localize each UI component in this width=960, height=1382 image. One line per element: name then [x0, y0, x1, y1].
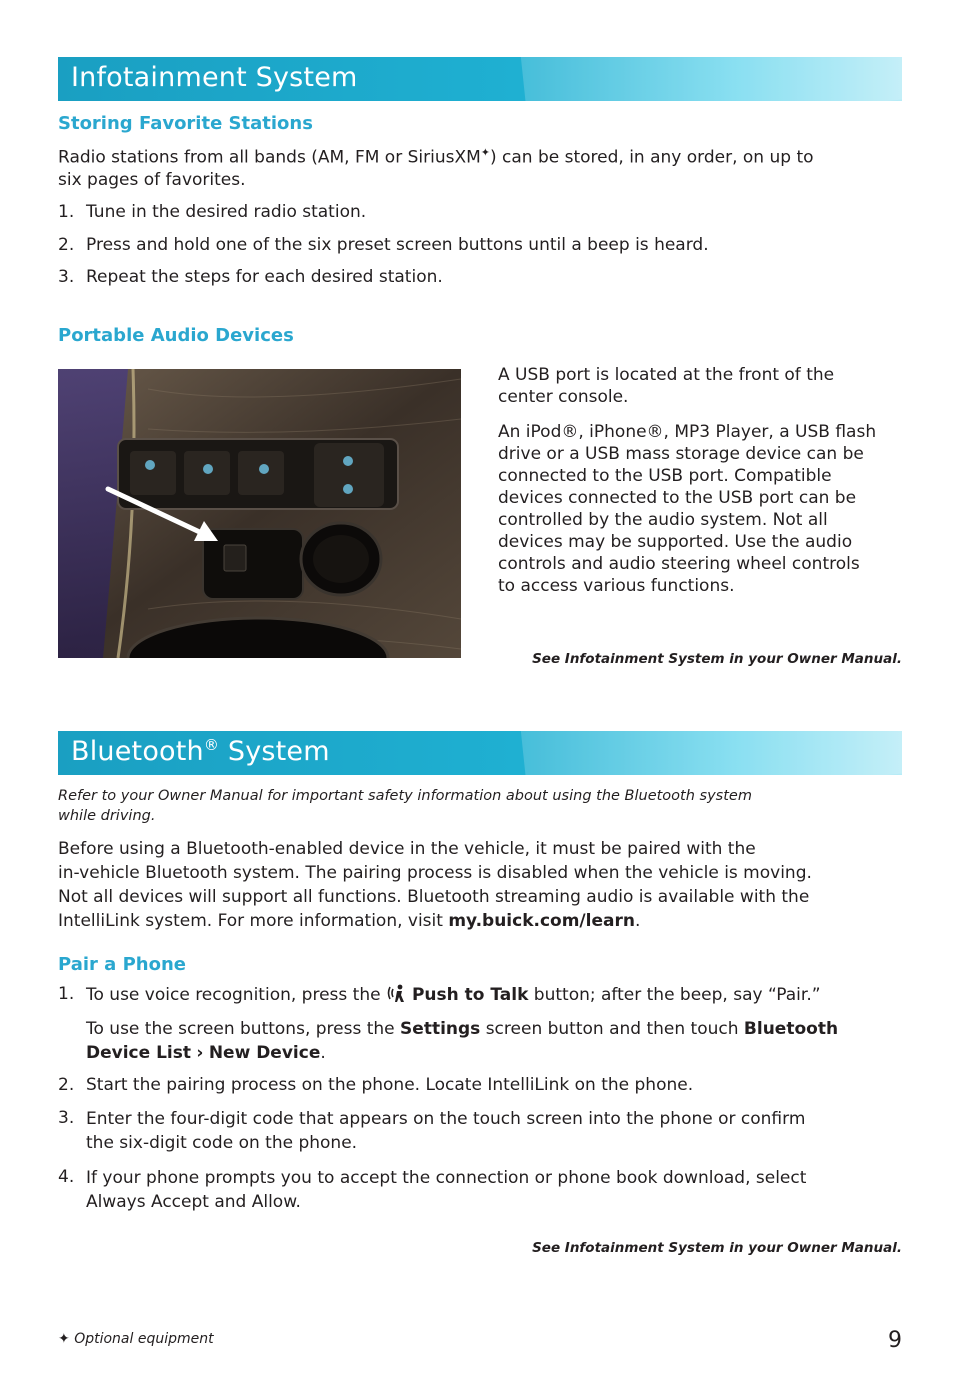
step-number: 2.	[58, 1075, 75, 1095]
step4-line: Always Accept and Allow.	[86, 1192, 301, 1212]
step-text	[86, 1107, 805, 1155]
push-to-talk-label: Push to Talk	[411, 985, 529, 1005]
optional-equipment-note	[58, 1331, 214, 1347]
step-text: Tune in the desired radio station.	[86, 202, 367, 222]
bluetooth-intro	[58, 837, 812, 933]
usb-line: A USB port is located at the front of the	[498, 365, 835, 385]
buick-learn-link[interactable]: my.buick.com/learn	[448, 911, 635, 931]
bluetooth-label: Bluetooth	[743, 1019, 839, 1039]
intro-line: IntelliLink system. For more information, visit	[58, 911, 449, 931]
step3-line: Enter the four-digit code that appears on the touch screen into the phone or confirm	[86, 1109, 806, 1129]
banner-sheen	[517, 731, 902, 775]
page-number: 9	[888, 1328, 902, 1353]
ipod-line: devices may be supported. Use the audio	[498, 532, 853, 552]
step-text	[86, 1166, 806, 1214]
see-owner-manual: See Infotainment System in your Owner Manual.	[532, 651, 902, 667]
ipod-line: controls and audio steering wheel controls	[498, 554, 860, 574]
intro-period: .	[634, 911, 641, 931]
storing-heading: Storing Favorite Stations	[58, 113, 313, 134]
safety-line: while driving.	[58, 808, 156, 824]
usb-line: center console.	[498, 387, 629, 407]
step-text	[86, 983, 821, 1006]
device-list-label: Device List	[86, 1043, 191, 1063]
ipod-line: controlled by the audio system. Not all	[498, 510, 828, 530]
storing-intro-text-b: ) can be stored, in any order, on up to	[489, 147, 814, 168]
console-photo	[58, 369, 461, 658]
step-number: 3.	[58, 267, 75, 287]
ipod-line: drive or a USB mass storage device can be	[498, 444, 864, 464]
ipod-text	[498, 421, 876, 597]
chevron-right-icon: ›	[196, 1043, 204, 1063]
usb-text	[498, 364, 834, 408]
safety-note	[58, 786, 752, 826]
step1b-period: .	[320, 1043, 326, 1063]
intro-line: Not all devices will support all functions. Bluetooth streaming audio is available with the	[58, 887, 810, 907]
step-text: Press and hold one of the six preset screen buttons until a beep is heard.	[86, 235, 709, 255]
step-text: Repeat the steps for each desired station.	[86, 267, 443, 287]
ipod-line: connected to the USB port. Compatible	[498, 466, 832, 486]
push-to-talk-icon	[386, 983, 408, 1003]
step-number: 3.	[58, 1108, 75, 1128]
bluetooth-title	[71, 736, 330, 767]
intro-line: in-vehicle Bluetooth system. The pairing process is disabled when the vehicle is moving.	[58, 863, 812, 883]
step-text: Start the pairing process on the phone. Locate IntelliLink on the phone.	[86, 1075, 694, 1095]
step-number: 1.	[58, 984, 75, 1004]
step1-text-b: button; after the beep, say “Pair.”	[528, 985, 821, 1005]
infotainment-title: Infotainment System	[71, 62, 358, 93]
storing-intro-text-a: Radio stations from all bands (AM, FM or SiriusXM	[58, 147, 481, 168]
bluetooth-title-text: Bluetooth	[71, 736, 204, 767]
pair-heading: Pair a Phone	[58, 954, 186, 975]
infotainment-banner	[58, 57, 902, 101]
step4-line: If your phone prompts you to accept the connection or phone book download, select	[86, 1168, 807, 1188]
step3-line: the six-digit code on the phone.	[86, 1133, 358, 1153]
step1b-text	[86, 1017, 838, 1065]
portable-heading: Portable Audio Devices	[58, 325, 294, 346]
bluetooth-banner	[58, 731, 902, 775]
see-owner-manual: See Infotainment System in your Owner Manual.	[532, 1240, 902, 1256]
new-device-label: New Device	[208, 1043, 321, 1063]
step-number: 4.	[58, 1167, 75, 1187]
storing-intro	[58, 142, 814, 191]
step-number: 1.	[58, 202, 75, 222]
console-illustration	[58, 369, 461, 658]
optional-star-icon: ✦	[58, 1331, 70, 1347]
step1-text-a: To use voice recognition, press the	[86, 985, 386, 1005]
ipod-line: An iPod®, iPhone®, MP3 Player, a USB flash	[498, 422, 877, 442]
ipod-line: to access various functions.	[498, 576, 735, 596]
step1b-text-a: To use the screen buttons, press the	[86, 1019, 401, 1039]
banner-sheen	[517, 57, 902, 101]
storing-intro-text-c: six pages of favorites.	[58, 169, 246, 190]
registered-mark: ®	[203, 736, 220, 754]
safety-line: Refer to your Owner Manual for important safety information about using the Bluetooth system	[58, 788, 752, 804]
ipod-line: devices connected to the USB port can be	[498, 488, 857, 508]
intro-line: Before using a Bluetooth-enabled device in the vehicle, it must be paired with the	[58, 839, 756, 859]
settings-label: Settings	[400, 1019, 481, 1039]
optional-label: Optional equipment	[74, 1331, 214, 1347]
optional-star: ✦	[480, 146, 490, 159]
step1b-text-b: screen button and then touch	[480, 1019, 744, 1039]
bluetooth-title-tail: System	[219, 736, 330, 767]
step-number: 2.	[58, 235, 75, 255]
